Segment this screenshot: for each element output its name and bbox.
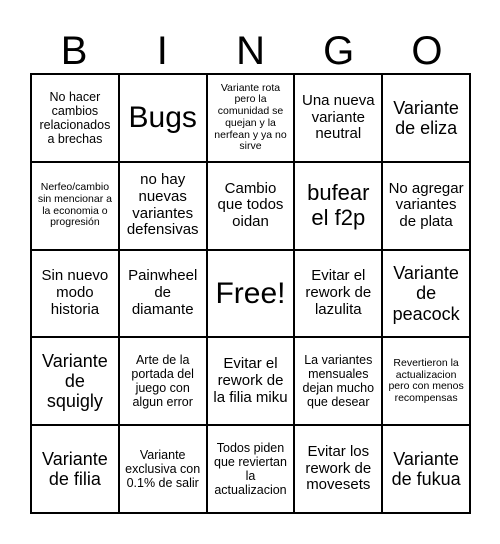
bingo-cell[interactable]: Cambio que todos oidan (207, 162, 295, 250)
bingo-cell[interactable]: Variante de fukua (382, 425, 470, 513)
bingo-header (30, 28, 471, 74)
bingo-cell[interactable]: Bugs (119, 74, 207, 162)
bingo-cell[interactable]: Evitar los rework de movesets (294, 425, 382, 513)
bingo-cell[interactable]: Variante de eliza (382, 74, 470, 162)
header-letter-n: N (236, 29, 265, 73)
bingo-cell[interactable]: bufear el f2p (294, 162, 382, 250)
bingo-grid (30, 73, 471, 514)
header-letter-g: G (323, 29, 355, 73)
bingo-cell[interactable]: Nerfeo/cambio sin mencionar a la economia o progresión (31, 162, 119, 250)
bingo-cell[interactable]: Evitar el rework de lazulita (294, 250, 382, 338)
bingo-cell[interactable]: No agregar variantes de plata (382, 162, 470, 250)
bingo-cell[interactable]: Variante de squigly (31, 337, 119, 425)
free-cell[interactable]: Free! (207, 250, 295, 338)
bingo-cell[interactable]: Variante de filia (31, 425, 119, 513)
header-letter-o: O (411, 29, 443, 73)
bingo-cell[interactable]: Variante rota pero la comunidad se quejan y la nerfean y ya no sirve (207, 74, 295, 162)
bingo-cell[interactable]: La variantes mensuales dejan mucho que desear (294, 337, 382, 425)
bingo-cell[interactable]: Painwheel de diamante (119, 250, 207, 338)
bingo-cell[interactable]: Revertieron la actualizacion pero con menos recompensas (382, 337, 470, 425)
header-letter-b: B (60, 29, 88, 73)
bingo-cell[interactable]: Arte de la portada del juego con algun error (119, 337, 207, 425)
header-letter-i: I (156, 29, 168, 73)
bingo-cell[interactable]: Sin nuevo modo historia (31, 250, 119, 338)
bingo-cell[interactable]: no hay nuevas variantes defensivas (119, 162, 207, 250)
bingo-cell[interactable]: No hacer cambios relacionados a brechas (31, 74, 119, 162)
bingo-cell[interactable]: Variante exclusiva con 0.1% de salir (119, 425, 207, 513)
bingo-cell[interactable]: Todos piden que reviertan la actualizacion (207, 425, 295, 513)
bingo-cell[interactable]: Una nueva variante neutral (294, 74, 382, 162)
bingo-cell[interactable]: Evitar el rework de la filia miku (207, 337, 295, 425)
bingo-cell[interactable]: Variante de peacock (382, 250, 470, 338)
